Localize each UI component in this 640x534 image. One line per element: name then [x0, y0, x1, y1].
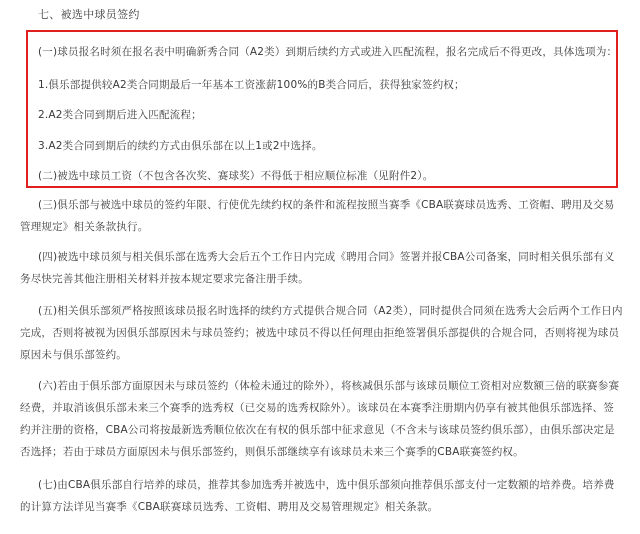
- box-line-2: 1.俱乐部提供较A2类合同期最后一年基本工资涨薪100%的B类合同后，获得独家签约权；: [38, 79, 465, 91]
- box-line-5: (二)被选中球员工资（不包含各次奖、赛球奖）不得低于相应顺位标准（见附件2）。: [38, 170, 434, 182]
- paragraph-3: (三)俱乐部与被选中球员的签约年限、行使优先续约权的条件和流程按照当赛季《CBA联赛球员选秀、工资帽、聘用及交易管理规定》相关条款执行。: [20, 199, 615, 233]
- box-line-3: 2.A2类合同到期后进入匹配流程；: [38, 109, 202, 121]
- paragraph-7: (七)由CBA俱乐部自行培养的球员，推荐其参加选秀并被选中，选中俱乐部须向推荐俱乐部支付一定数额的培养费。培养费的计算方法详见当赛季《CBA联赛球员选秀、工资帽、聘用及交易管理规定》相关条款。: [20, 479, 615, 513]
- paragraph-6: (六)若由于俱乐部方面原因未与球员签约（体检未通过的除外），将核减俱乐部与该球员顺位工资相对应数额三倍的联赛参赛经费，并取消该俱乐部未来三个赛季的选秀权（已交易的选秀权除外）。该球员在本赛季注册期内仍享有被其他俱乐部选择、签约并注册的资格，CBA公司将按最新选秀顺位依次在有权的俱乐部中征求意见（不含未与该球员签约俱乐部），由俱乐部决定是否选择；若由于球员方面原因未与俱乐部签约，则俱乐部继续享有该球员未来三个赛季的CBA联赛签约权。: [20, 380, 620, 458]
- box-line-4: 3.A2类合同到期后的续约方式由俱乐部在以上1或2中选择。: [38, 140, 323, 152]
- section-heading: 七、被选中球员签约: [38, 8, 140, 21]
- paragraph-5: (五)相关俱乐部须严格按照该球员报名时选择的续约方式提供合规合同（A2类），同时提供合同须在选秀大会后两个工作日内完成，否则将被视为因俱乐部原因未与球员签约；被选中球员不得以任何理由拒绝签署俱乐部提供的合规合同，否则将视为球员原因未与俱乐部签约。: [20, 305, 623, 361]
- box-line-1: (一)球员报名时须在报名表中明确新秀合同（A2类）到期后续约方式或进入匹配流程，报名完成后不得更改，具体选项为：: [38, 46, 618, 58]
- paragraph-4: (四)被选中球员须与相关俱乐部在选秀大会后五个工作日内完成《聘用合同》签署并报CBA公司备案，同时相关俱乐部有义务尽快完善其他注册相关材料并按本规定要求完备注册手续。: [20, 251, 615, 285]
